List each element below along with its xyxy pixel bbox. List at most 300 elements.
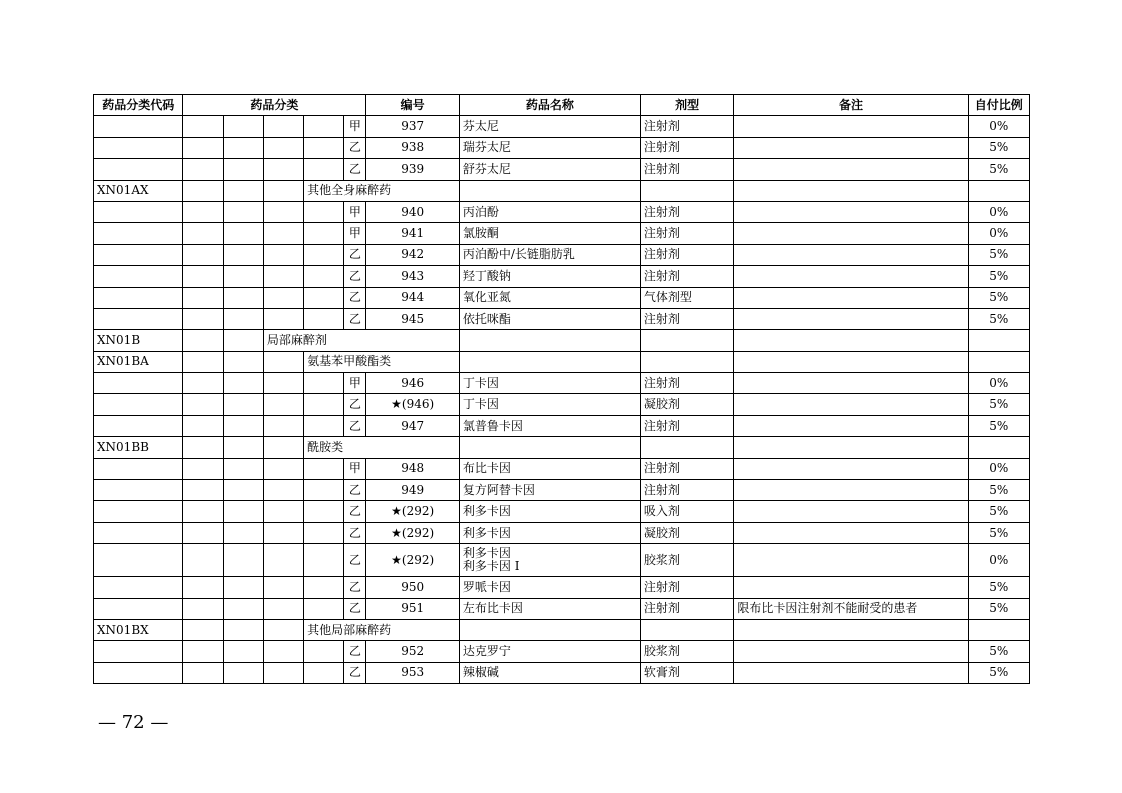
level-cell <box>183 544 223 577</box>
name-cell <box>459 619 640 640</box>
level-cell <box>223 266 263 287</box>
drug-name: 左布比卡因 <box>462 601 523 616</box>
ratio-cell <box>968 437 1029 458</box>
level-cell <box>183 180 223 201</box>
dosage-form-cell: 注射剂 <box>640 577 733 598</box>
drug-name: 辣椒碱 <box>462 665 499 680</box>
level-cell <box>263 501 303 522</box>
remark-cell <box>734 437 968 458</box>
drug-row <box>94 287 1030 308</box>
form-cell <box>640 330 733 351</box>
code-cell <box>94 544 183 577</box>
drug-name: 芬太尼 <box>462 119 499 134</box>
dosage-form-cell: 软膏剂 <box>640 662 733 683</box>
level-cell <box>304 662 344 683</box>
remark-cell <box>734 394 968 415</box>
header-category: 药品分类 <box>183 95 366 116</box>
grade-cell: 乙 <box>344 641 366 662</box>
level-cell <box>223 641 263 662</box>
code-cell <box>94 641 183 662</box>
dosage-form-cell: 注射剂 <box>640 201 733 222</box>
level-cell <box>263 577 303 598</box>
remark-cell <box>734 480 968 501</box>
remark-cell <box>734 577 968 598</box>
drug-name-cell <box>459 641 640 662</box>
name-cell <box>459 330 640 351</box>
level-cell <box>223 351 263 372</box>
drug-row <box>94 244 1030 265</box>
dosage-form-cell: 注射剂 <box>640 458 733 479</box>
remark-cell: 限布比卡因注射剂不能耐受的患者 <box>734 598 968 619</box>
level-cell <box>223 544 263 577</box>
level-cell <box>263 373 303 394</box>
level-cell <box>304 598 344 619</box>
grade-cell: 甲 <box>344 116 366 137</box>
code-cell <box>94 458 183 479</box>
drug-row <box>94 501 1030 522</box>
drug-row <box>94 662 1030 683</box>
code-cell <box>94 159 183 180</box>
drug-row <box>94 415 1030 436</box>
grade-cell: 乙 <box>344 577 366 598</box>
name-cell <box>459 437 640 458</box>
remark-cell <box>734 415 968 436</box>
ratio-cell: 0% <box>968 116 1029 137</box>
category-code: XN01BB <box>94 437 183 458</box>
level-cell <box>223 394 263 415</box>
number-cell: 953 <box>366 662 459 683</box>
ratio-cell: 5% <box>968 577 1029 598</box>
drug-row <box>94 544 1030 577</box>
remark-cell <box>734 522 968 543</box>
number-cell: 937 <box>366 116 459 137</box>
level-cell <box>263 287 303 308</box>
drug-name: 复方阿替卡因 <box>462 482 535 497</box>
number-cell: 940 <box>366 201 459 222</box>
header-code: 药品分类代码 <box>94 95 183 116</box>
page-number: — 72 — <box>98 712 169 733</box>
code-cell <box>94 137 183 158</box>
drug-name-cell <box>459 244 640 265</box>
ratio-cell <box>968 351 1029 372</box>
level-cell <box>183 577 223 598</box>
code-cell <box>94 223 183 244</box>
drug-name: 布比卡因 <box>462 461 511 476</box>
level-cell <box>304 116 344 137</box>
dosage-form-cell: 注射剂 <box>640 159 733 180</box>
level-cell <box>183 159 223 180</box>
level-cell <box>223 330 263 351</box>
level-cell <box>263 159 303 180</box>
drug-row <box>94 458 1030 479</box>
drug-name: 氧化亚氮 <box>462 290 511 305</box>
form-cell <box>640 180 733 201</box>
level-cell <box>183 351 223 372</box>
drug-name: 舒芬太尼 <box>462 161 511 176</box>
remark-cell <box>734 201 968 222</box>
level-cell <box>223 458 263 479</box>
drug-catalog-table <box>93 94 1030 684</box>
drug-row <box>94 266 1030 287</box>
code-cell <box>94 394 183 415</box>
category-row <box>94 437 1030 458</box>
level-cell <box>223 308 263 329</box>
level-cell <box>223 223 263 244</box>
level-cell <box>183 266 223 287</box>
remark-cell <box>734 458 968 479</box>
level-cell <box>304 266 344 287</box>
ratio-cell: 5% <box>968 641 1029 662</box>
drug-name: 依托咪酯 <box>462 311 511 326</box>
form-cell <box>640 351 733 372</box>
drug-row <box>94 308 1030 329</box>
drug-name-cell <box>459 308 640 329</box>
drug-name-cell <box>459 415 640 436</box>
level-cell <box>263 394 303 415</box>
drug-name-cell <box>459 480 640 501</box>
level-cell <box>223 373 263 394</box>
ratio-cell: 5% <box>968 287 1029 308</box>
code-cell <box>94 116 183 137</box>
form-cell <box>640 437 733 458</box>
category-code: XN01AX <box>94 180 183 201</box>
grade-cell: 甲 <box>344 223 366 244</box>
drug-name-cell <box>459 501 640 522</box>
drug-name: 羟丁酸钠 <box>462 268 511 283</box>
category-code: XN01BX <box>94 619 183 640</box>
level-cell <box>263 415 303 436</box>
level-cell <box>183 619 223 640</box>
number-cell: 950 <box>366 577 459 598</box>
level-cell <box>183 501 223 522</box>
level-cell <box>183 137 223 158</box>
level-cell <box>304 458 344 479</box>
remark-cell <box>734 544 968 577</box>
ratio-cell: 5% <box>968 501 1029 522</box>
code-cell <box>94 244 183 265</box>
level-cell <box>263 598 303 619</box>
remark-cell <box>734 116 968 137</box>
grade-cell: 乙 <box>344 544 366 577</box>
level-cell <box>304 544 344 577</box>
level-cell <box>183 308 223 329</box>
grade-cell: 乙 <box>344 522 366 543</box>
level-cell <box>263 544 303 577</box>
grade-cell: 乙 <box>344 598 366 619</box>
drug-name-cell <box>459 266 640 287</box>
number-cell: 945 <box>366 308 459 329</box>
dosage-form-cell: 注射剂 <box>640 137 733 158</box>
level-cell <box>304 137 344 158</box>
level-cell <box>183 394 223 415</box>
dosage-form-cell: 注射剂 <box>640 415 733 436</box>
grade-cell: 甲 <box>344 458 366 479</box>
category-row <box>94 619 1030 640</box>
ratio-cell: 5% <box>968 159 1029 180</box>
category-row <box>94 180 1030 201</box>
level-cell <box>223 116 263 137</box>
number-cell: 952 <box>366 641 459 662</box>
drug-name-cell <box>459 137 640 158</box>
level-cell <box>223 501 263 522</box>
grade-cell: 乙 <box>344 415 366 436</box>
drug-name-cell <box>459 373 640 394</box>
level-cell <box>304 159 344 180</box>
number-cell: 942 <box>366 244 459 265</box>
grade-cell: 乙 <box>344 480 366 501</box>
level-cell <box>223 415 263 436</box>
number-cell: 944 <box>366 287 459 308</box>
number-cell: 949 <box>366 480 459 501</box>
number-cell: ★(292) <box>366 544 459 577</box>
remark-cell <box>734 287 968 308</box>
drug-name-cell <box>459 287 640 308</box>
number-cell: 946 <box>366 373 459 394</box>
remark-cell <box>734 662 968 683</box>
drug-name-cell <box>459 223 640 244</box>
code-cell <box>94 598 183 619</box>
category-code: XN01BA <box>94 351 183 372</box>
remark-cell <box>734 266 968 287</box>
name-cell <box>459 351 640 372</box>
grade-cell: 乙 <box>344 244 366 265</box>
level-cell <box>304 287 344 308</box>
level-cell <box>263 201 303 222</box>
level-cell <box>223 437 263 458</box>
level-cell <box>304 201 344 222</box>
level-cell <box>263 223 303 244</box>
number-cell: 948 <box>366 458 459 479</box>
level-cell <box>304 223 344 244</box>
ratio-cell: 5% <box>968 244 1029 265</box>
drug-name: 氯胺酮 <box>462 226 499 241</box>
level-cell <box>263 641 303 662</box>
remark-cell <box>734 223 968 244</box>
dosage-form-cell: 吸入剂 <box>640 501 733 522</box>
level-cell <box>263 662 303 683</box>
ratio-cell: 0% <box>968 373 1029 394</box>
code-cell <box>94 480 183 501</box>
form-cell <box>640 619 733 640</box>
dosage-form-cell: 注射剂 <box>640 116 733 137</box>
dosage-form-cell: 注射剂 <box>640 308 733 329</box>
drug-name: 氯普鲁卡因 <box>462 418 523 433</box>
ratio-cell <box>968 619 1029 640</box>
drug-row <box>94 137 1030 158</box>
ratio-cell: 5% <box>968 522 1029 543</box>
level-cell <box>263 116 303 137</box>
dosage-form-cell: 凝胶剂 <box>640 394 733 415</box>
level-cell <box>263 351 303 372</box>
number-cell: ★(292) <box>366 501 459 522</box>
remark-cell <box>734 244 968 265</box>
number-cell: ★(292) <box>366 522 459 543</box>
ratio-cell: 5% <box>968 598 1029 619</box>
level-cell <box>183 116 223 137</box>
code-cell <box>94 662 183 683</box>
drug-name-cell <box>459 116 640 137</box>
drug-name: 达克罗宁 <box>462 644 511 659</box>
drug-name: 利多卡因 <box>462 546 511 561</box>
number-cell: 947 <box>366 415 459 436</box>
dosage-form-cell: 凝胶剂 <box>640 522 733 543</box>
level-cell <box>183 662 223 683</box>
level-cell <box>263 522 303 543</box>
grade-cell: 乙 <box>344 662 366 683</box>
drug-name-cell <box>459 159 640 180</box>
drug-name: 丁卡因 <box>462 375 499 390</box>
remark-cell <box>734 619 968 640</box>
grade-cell: 乙 <box>344 287 366 308</box>
level-cell <box>223 137 263 158</box>
grade-cell: 乙 <box>344 394 366 415</box>
header-form: 剂型 <box>640 95 733 116</box>
level-cell <box>304 577 344 598</box>
remark-cell <box>734 373 968 394</box>
grade-cell: 乙 <box>344 266 366 287</box>
level-cell <box>183 480 223 501</box>
dosage-form-cell: 胶浆剂 <box>640 544 733 577</box>
ratio-cell <box>968 180 1029 201</box>
category-label: 酰胺类 <box>304 437 460 458</box>
drug-name-cell <box>459 394 640 415</box>
code-cell <box>94 308 183 329</box>
ratio-cell: 0% <box>968 458 1029 479</box>
category-row <box>94 330 1030 351</box>
number-cell: 951 <box>366 598 459 619</box>
ratio-cell: 5% <box>968 308 1029 329</box>
grade-cell: 乙 <box>344 137 366 158</box>
level-cell <box>183 373 223 394</box>
remark-cell <box>734 330 968 351</box>
level-cell <box>304 373 344 394</box>
remark-cell <box>734 351 968 372</box>
level-cell <box>183 437 223 458</box>
level-cell <box>183 458 223 479</box>
level-cell <box>263 437 303 458</box>
remark-cell <box>734 641 968 662</box>
level-cell <box>304 501 344 522</box>
level-cell <box>183 522 223 543</box>
category-label: 局部麻醉剂 <box>263 330 459 351</box>
remark-cell <box>734 137 968 158</box>
drug-row <box>94 394 1030 415</box>
ratio-cell: 5% <box>968 480 1029 501</box>
level-cell <box>223 619 263 640</box>
name-cell <box>459 180 640 201</box>
category-label: 氨基苯甲酸酯类 <box>304 351 460 372</box>
code-cell <box>94 373 183 394</box>
level-cell <box>183 641 223 662</box>
level-cell <box>263 137 303 158</box>
level-cell <box>304 308 344 329</box>
drug-name: 利多卡因 <box>462 525 511 540</box>
level-cell <box>183 287 223 308</box>
level-cell <box>183 330 223 351</box>
number-cell: 943 <box>366 266 459 287</box>
level-cell <box>263 480 303 501</box>
level-cell <box>223 598 263 619</box>
drug-name: 利多卡因 <box>462 504 511 519</box>
drug-name: 丁卡因 <box>462 397 499 412</box>
ratio-cell: 0% <box>968 201 1029 222</box>
remark-cell <box>734 501 968 522</box>
drug-name-cell <box>459 598 640 619</box>
ratio-cell: 5% <box>968 266 1029 287</box>
dosage-form-cell: 注射剂 <box>640 598 733 619</box>
level-cell <box>304 641 344 662</box>
drug-name: 瑞芬太尼 <box>462 140 511 155</box>
number-cell: 939 <box>366 159 459 180</box>
ratio-cell <box>968 330 1029 351</box>
level-cell <box>304 244 344 265</box>
drug-row <box>94 480 1030 501</box>
number-cell: 941 <box>366 223 459 244</box>
level-cell <box>223 244 263 265</box>
category-label: 其他全身麻醉药 <box>304 180 460 201</box>
drug-name: 丙泊酚中/长链脂肪乳 <box>462 247 575 262</box>
level-cell <box>304 394 344 415</box>
level-cell <box>263 266 303 287</box>
code-cell <box>94 415 183 436</box>
drug-name-cell <box>459 544 640 577</box>
drug-row <box>94 373 1030 394</box>
table-body <box>94 116 1030 684</box>
level-cell <box>183 244 223 265</box>
dosage-form-cell: 气体剂型 <box>640 287 733 308</box>
ratio-cell: 0% <box>968 223 1029 244</box>
number-cell: ★(946) <box>366 394 459 415</box>
dosage-form-cell: 注射剂 <box>640 266 733 287</box>
drug-name-cell <box>459 577 640 598</box>
header-number: 编号 <box>366 95 459 116</box>
drug-name: 利多卡因 I <box>462 559 520 574</box>
drug-row <box>94 522 1030 543</box>
level-cell <box>223 480 263 501</box>
level-cell <box>263 458 303 479</box>
drug-name-cell <box>459 201 640 222</box>
level-cell <box>223 522 263 543</box>
level-cell <box>223 201 263 222</box>
level-cell <box>263 619 303 640</box>
level-cell <box>304 415 344 436</box>
drug-row <box>94 598 1030 619</box>
code-cell <box>94 577 183 598</box>
drug-row <box>94 159 1030 180</box>
table-header-row <box>94 95 1030 116</box>
level-cell <box>304 522 344 543</box>
drug-name-cell <box>459 662 640 683</box>
category-code: XN01B <box>94 330 183 351</box>
level-cell <box>263 244 303 265</box>
dosage-form-cell: 胶浆剂 <box>640 641 733 662</box>
dosage-form-cell: 注射剂 <box>640 373 733 394</box>
dosage-form-cell: 注射剂 <box>640 480 733 501</box>
category-row <box>94 351 1030 372</box>
code-cell <box>94 522 183 543</box>
category-label: 其他局部麻醉药 <box>304 619 460 640</box>
header-ratio: 自付比例 <box>968 95 1029 116</box>
level-cell <box>183 201 223 222</box>
drug-row <box>94 201 1030 222</box>
ratio-cell: 0% <box>968 544 1029 577</box>
drug-row <box>94 577 1030 598</box>
level-cell <box>223 662 263 683</box>
code-cell <box>94 287 183 308</box>
level-cell <box>223 180 263 201</box>
ratio-cell: 5% <box>968 137 1029 158</box>
ratio-cell: 5% <box>968 394 1029 415</box>
